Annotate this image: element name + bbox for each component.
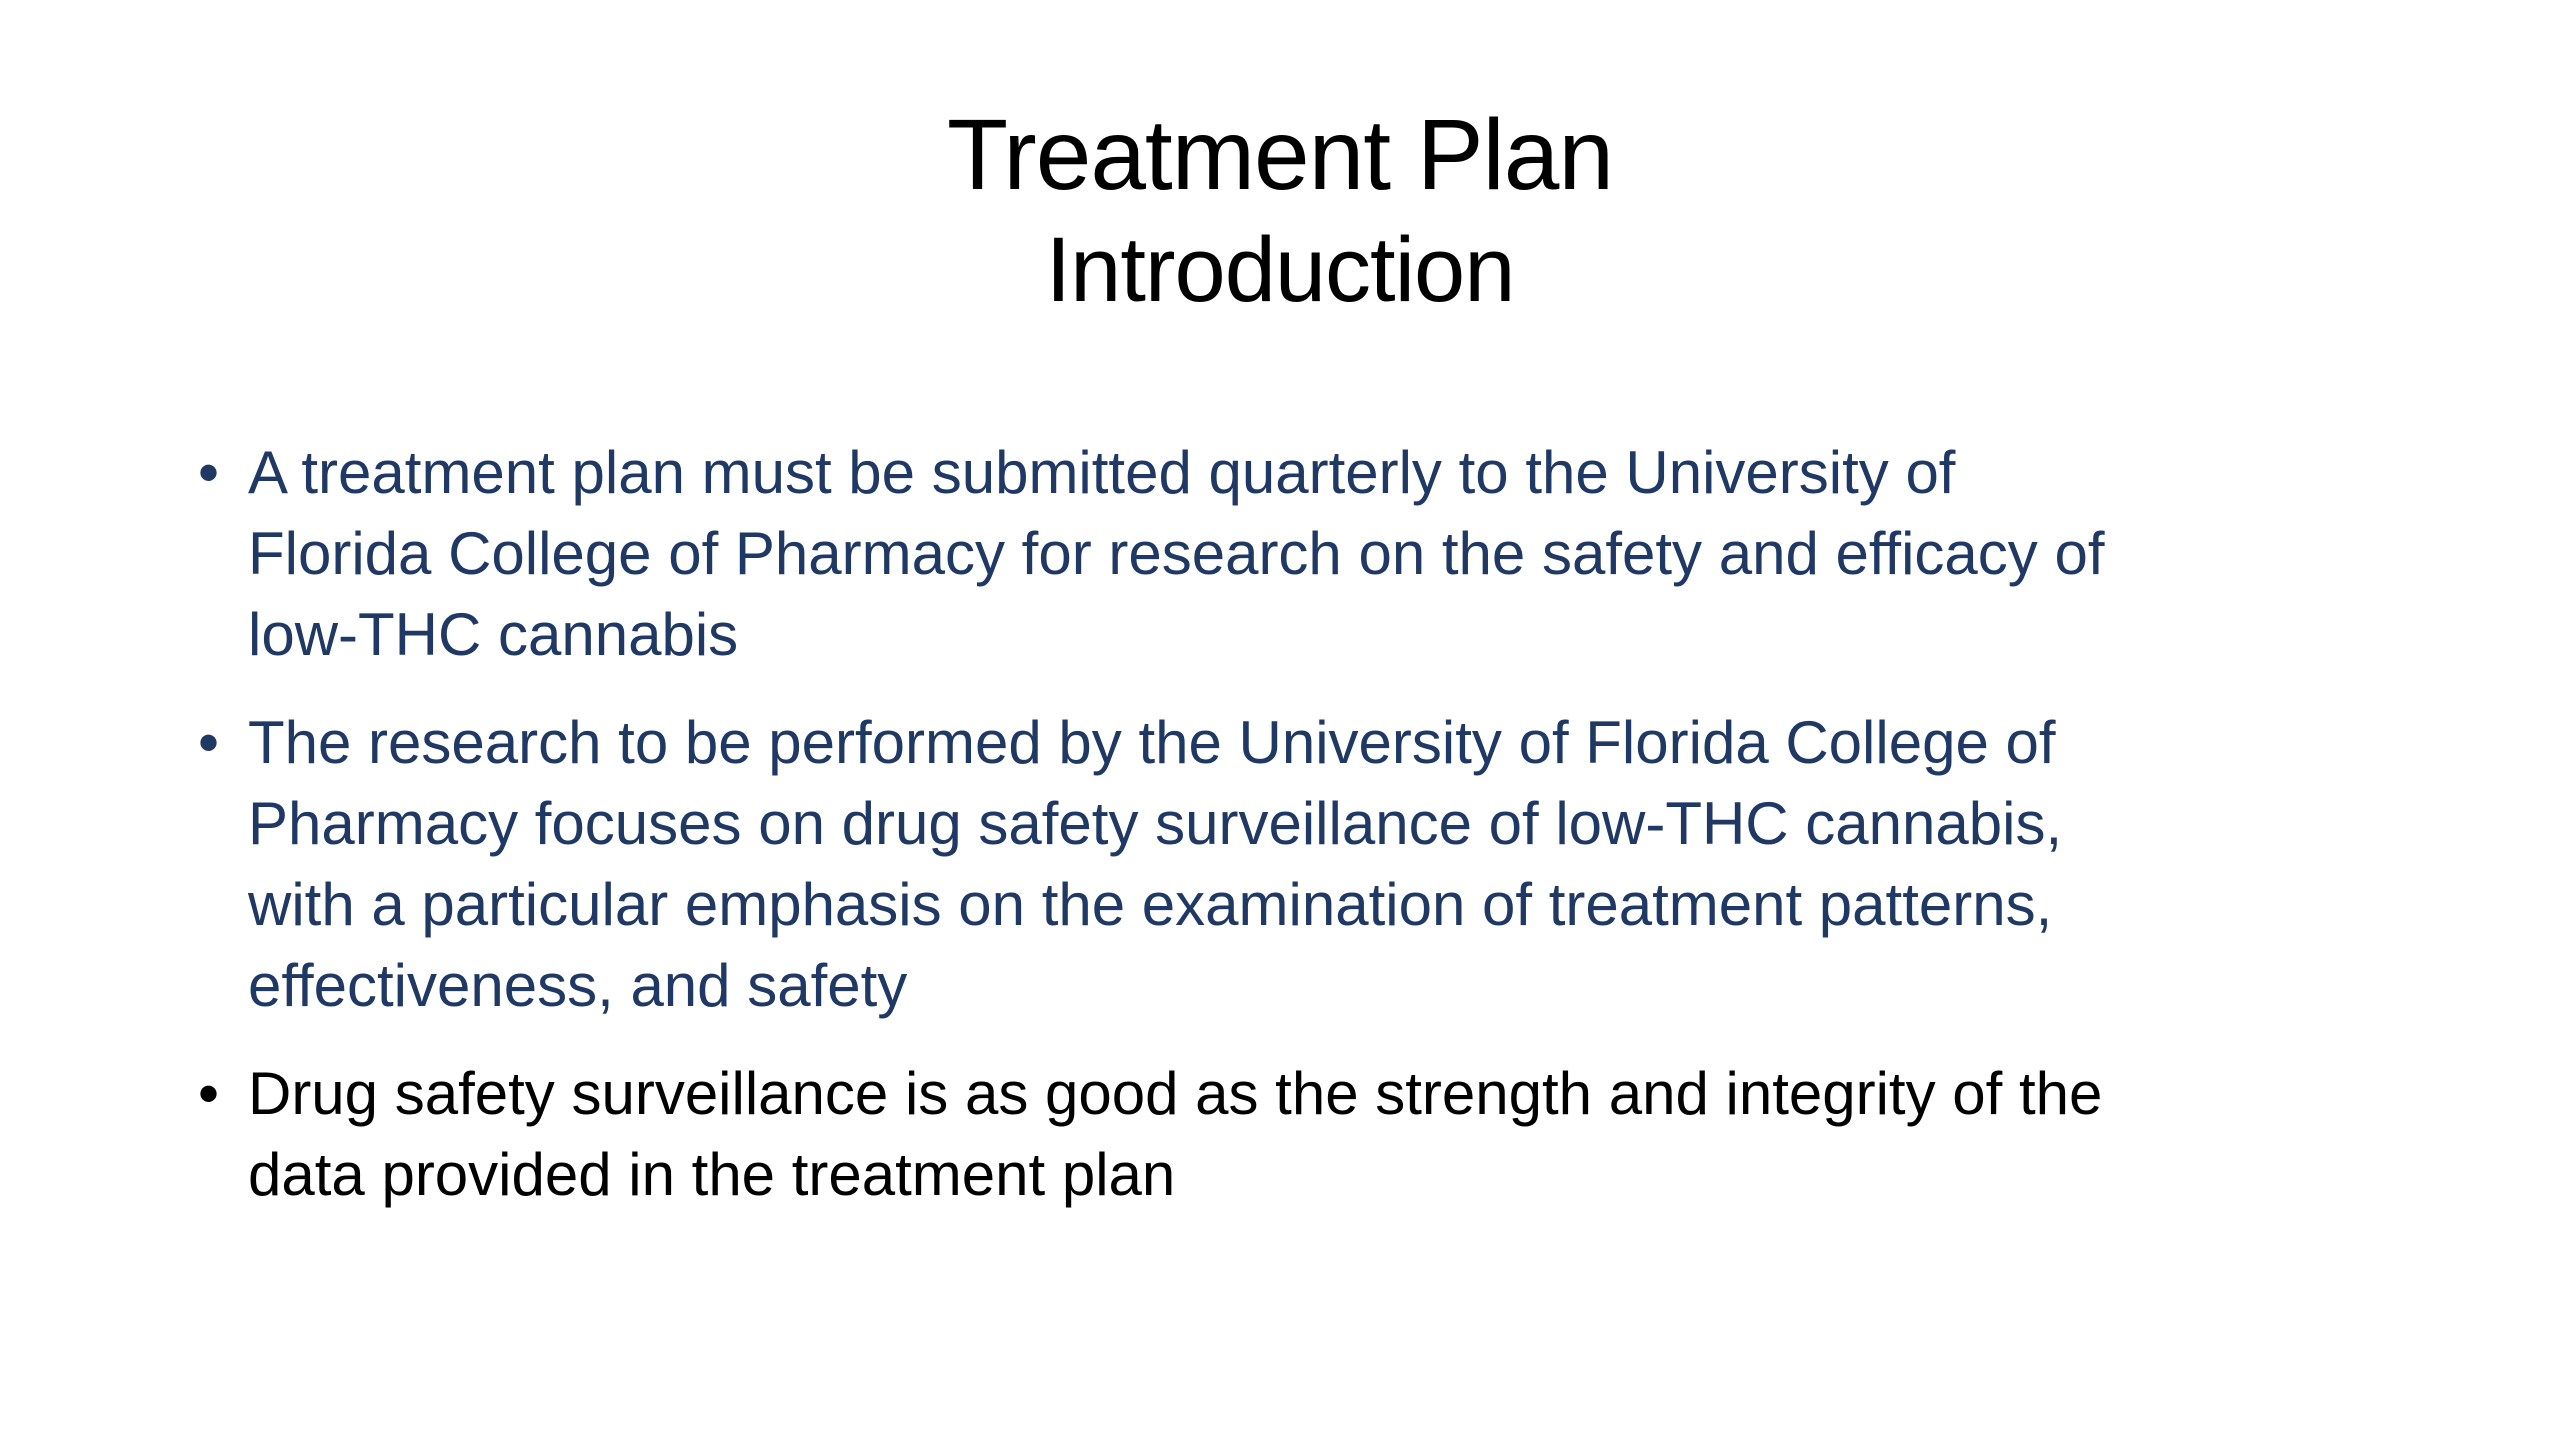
bullet-item-2 xyxy=(198,702,2438,1026)
bullet-2-line-1: The research to be performed by the University of Florida College of xyxy=(248,709,2056,776)
bullet-1-line-3: low-THC cannabis xyxy=(248,601,739,668)
bullet-2-line-2: Pharmacy focuses on drug safety surveillance of low-THC cannabis, xyxy=(248,790,2063,857)
bullet-3-line-1: Drug safety surveillance is as good as the strength and integrity of the xyxy=(248,1060,2103,1127)
bullet-1-line-2: Florida College of Pharmacy for research on the safety and efficacy of xyxy=(248,520,2105,587)
slide-title xyxy=(0,95,2560,325)
bullet-item-3 xyxy=(198,1053,2438,1215)
bullet-dot-icon: • xyxy=(198,439,220,506)
bullet-2-line-4: effectiveness, and safety xyxy=(248,952,908,1019)
bullet-dot-icon: • xyxy=(198,1060,220,1127)
bullet-list xyxy=(198,432,2438,1242)
bullet-dot-icon: • xyxy=(198,709,220,776)
slide-title-line-1: Treatment Plan xyxy=(947,99,1613,211)
bullet-2-line-3: with a particular emphasis on the examination of treatment patterns, xyxy=(248,871,2053,938)
bullet-3-line-2: data provided in the treatment plan xyxy=(248,1141,1176,1208)
slide-title-line-2: Introduction xyxy=(1045,219,1515,321)
bullet-1-line-1: A treatment plan must be submitted quarterly to the University of xyxy=(248,439,1956,506)
bullet-item-1 xyxy=(198,432,2438,675)
